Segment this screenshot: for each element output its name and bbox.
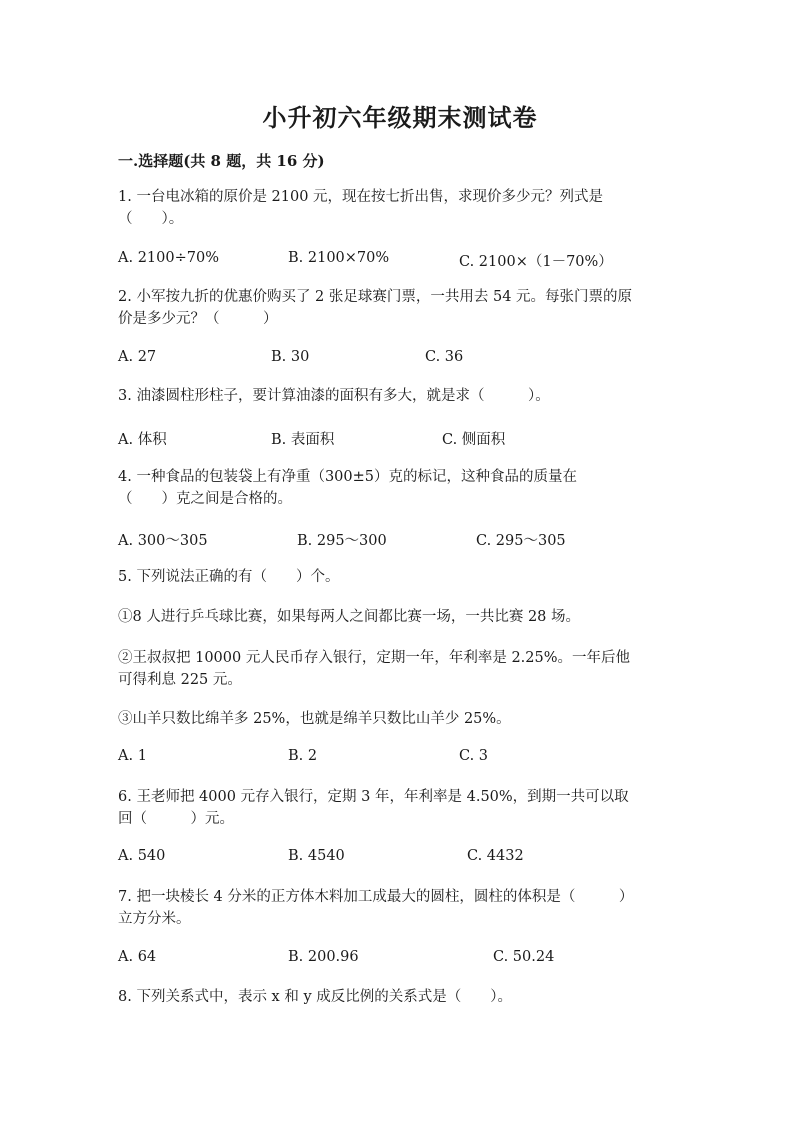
question-8-text-line-1: 8. 下列关系式中，表示 x 和 y 成反比例的关系式是（ ）。 — [118, 989, 512, 1005]
question-3-option-b: B. 表面积 — [271, 432, 335, 448]
question-2-option-a: A. 27 — [118, 349, 157, 365]
question-7-option-b: B. 200.96 — [288, 949, 359, 965]
question-3-option-a: A. 体积 — [118, 432, 167, 448]
question-4-option-b: B. 295～300 — [297, 533, 387, 549]
question-4-option-c: C. 295～305 — [476, 533, 566, 549]
question-4-text-line-1: 4. 一种食品的包装袋上有净重（300±5）克的标记，这种食品的质量在 — [118, 469, 577, 485]
question-2-text-line-1: 2. 小军按九折的优惠价购买了 2 张足球赛门票，一共用去 54 元。每张门票的原 — [118, 289, 633, 305]
question-5-statement-2-line-1: ②王叔叔把 10000 元人民币存入银行，定期一年，年利率是 2.25%。一年后他 — [118, 650, 631, 666]
question-1-option-c: C. 2100×（1－70%） — [459, 254, 613, 270]
question-6-option-a: A. 540 — [118, 848, 166, 864]
question-1-text-line-2: （ ）。 — [118, 211, 184, 227]
question-7-text-line-1: 7. 把一块棱长 4 分米的正方体木料加工成最大的圆柱，圆柱的体积是（ ） — [118, 889, 634, 905]
question-6-option-c: C. 4432 — [467, 848, 524, 864]
question-7-text-line-2: 立方分米。 — [118, 911, 191, 927]
question-2-text-line-2: 价是多少元？（ ） — [118, 311, 278, 327]
question-5-option-a: A. 1 — [118, 748, 147, 764]
question-4-option-a: A. 300～305 — [118, 533, 208, 549]
question-5-statement-1: ①8 人进行乒乓球比赛，如果每两人之间都比赛一场，一共比赛 28 场。 — [118, 609, 581, 625]
question-7-option-a: A. 64 — [118, 949, 157, 965]
question-1-option-a: A. 2100÷70% — [118, 250, 219, 266]
question-1-option-b: B. 2100×70% — [288, 250, 390, 266]
question-5-option-b: B. 2 — [288, 748, 318, 764]
question-6-text-line-1: 6. 王老师把 4000 元存入银行，定期 3 年，年利率是 4.50%，到期一共可以取 — [118, 789, 629, 805]
exam-title: 小升初六年级期末测试卷 — [262, 103, 538, 132]
question-7-option-c: C. 50.24 — [493, 949, 555, 965]
question-5-statement-3: ③山羊只数比绵羊多 25%，也就是绵羊只数比山羊少 25%。 — [118, 711, 511, 727]
section-heading: 一.选择题(共 8 题，共 16 分) — [118, 152, 325, 170]
question-4-text-line-2: （ ）克之间是合格的。 — [118, 491, 292, 507]
question-2-option-b: B. 30 — [271, 349, 310, 365]
question-6-text-line-2: 回（ ）元。 — [118, 811, 234, 827]
question-3-text-line-1: 3. 油漆圆柱形柱子，要计算油漆的面积有多大，就是求（ ）。 — [118, 388, 550, 404]
question-3-option-c: C. 侧面积 — [442, 432, 506, 448]
question-5-text-line-1: 5. 下列说法正确的有（ ）个。 — [118, 569, 340, 585]
question-6-option-b: B. 4540 — [288, 848, 345, 864]
question-1-text-line-1: 1. 一台电冰箱的原价是 2100 元，现在按七折出售，求现价多少元？列式是 — [118, 189, 604, 205]
question-2-option-c: C. 36 — [425, 349, 464, 365]
question-5-statement-2-line-2: 可得利息 225 元。 — [118, 672, 242, 688]
question-5-option-c: C. 3 — [459, 748, 489, 764]
